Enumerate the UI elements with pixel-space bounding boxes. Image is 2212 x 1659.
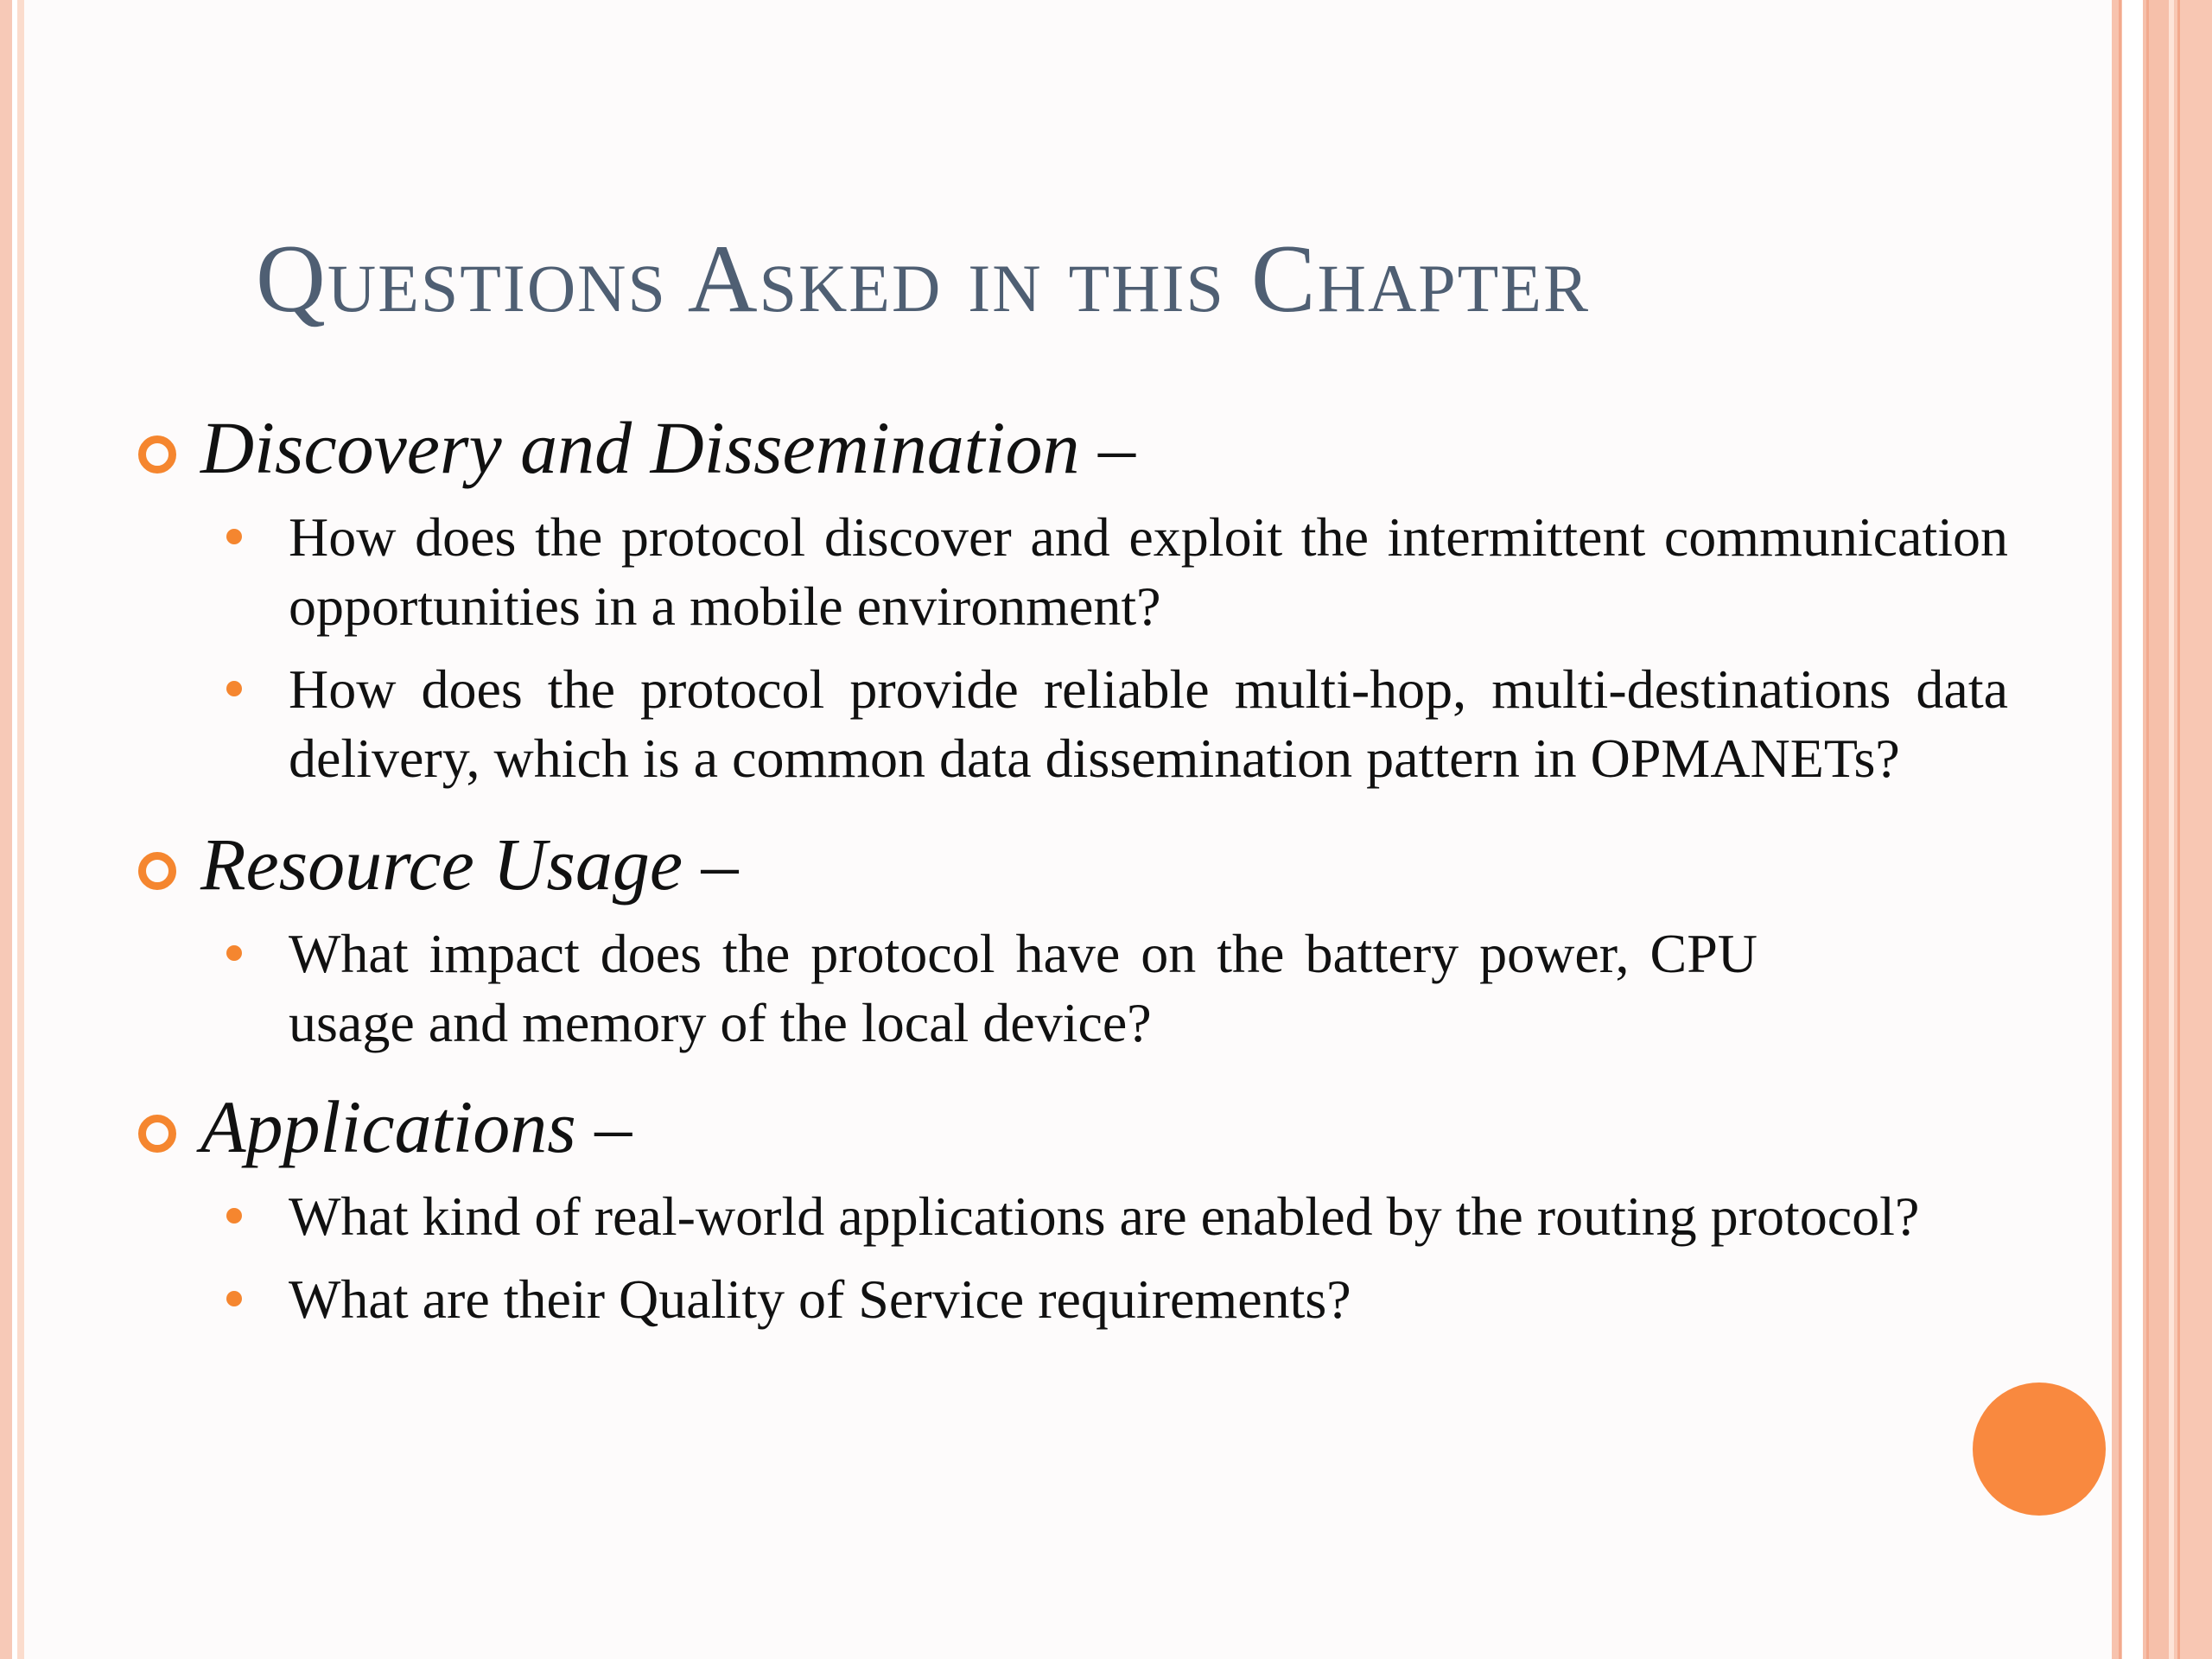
list-item-text: What impact does the protocol have on the battery power, CPU usage and memory of the local device?: [289, 923, 1758, 1053]
left-border-inner: [17, 0, 24, 1659]
ring-bullet-icon: [138, 852, 176, 890]
left-border-decoration: [0, 0, 12, 1659]
list-item-text: How does the protocol discover and exploit the intermittent communication opportunities in a mobile environment?: [289, 506, 2008, 637]
slide-title: Questions Asked in this Chapter: [256, 226, 1590, 333]
right-border-gap: [2122, 0, 2143, 1659]
list-item: [130, 1182, 1920, 1251]
section-resource-usage: [130, 814, 1910, 1058]
list-item: [130, 1265, 1910, 1334]
sub-bullet-list: [130, 919, 1910, 1058]
list-item-text: How does the protocol provide reliable multi-hop, multi-destinations data delivery, which is a common data dissemination pattern in OPMANETs?: [289, 658, 2008, 789]
list-item-text: What kind of real-world applications are enabled by the routing protocol?: [289, 1185, 1920, 1247]
section-heading: [130, 1077, 1910, 1177]
sub-bullet-list: [130, 1182, 1920, 1334]
section-heading-text: Applications –: [200, 1085, 632, 1168]
dot-bullet-icon: [226, 681, 242, 696]
ring-bullet-icon: [138, 1115, 176, 1153]
list-item-text: What are their Quality of Service requirements?: [289, 1268, 1351, 1330]
list-item: [130, 655, 2008, 793]
section-heading: [130, 397, 1910, 498]
list-item: [130, 503, 2008, 641]
right-border-line: [2119, 0, 2121, 1659]
list-item: [130, 919, 1910, 1058]
dot-bullet-icon: [226, 945, 242, 961]
right-border-line: [2146, 0, 2149, 1659]
slide-body: [130, 397, 2008, 1348]
section-discovery-dissemination: [130, 397, 2008, 793]
ring-bullet-icon: [138, 435, 176, 474]
dot-bullet-icon: [226, 1208, 242, 1224]
section-heading-text: Resource Usage –: [200, 823, 739, 906]
dot-bullet-icon: [226, 529, 242, 544]
section-heading: [130, 814, 1910, 914]
decorative-circle-icon: [1973, 1382, 2106, 1516]
section-heading-text: Discovery and Dissemination –: [200, 406, 1136, 489]
right-border-line: [2177, 0, 2180, 1659]
sub-bullet-list: [130, 503, 2008, 793]
dot-bullet-icon: [226, 1291, 242, 1306]
section-applications: [130, 1077, 1920, 1334]
